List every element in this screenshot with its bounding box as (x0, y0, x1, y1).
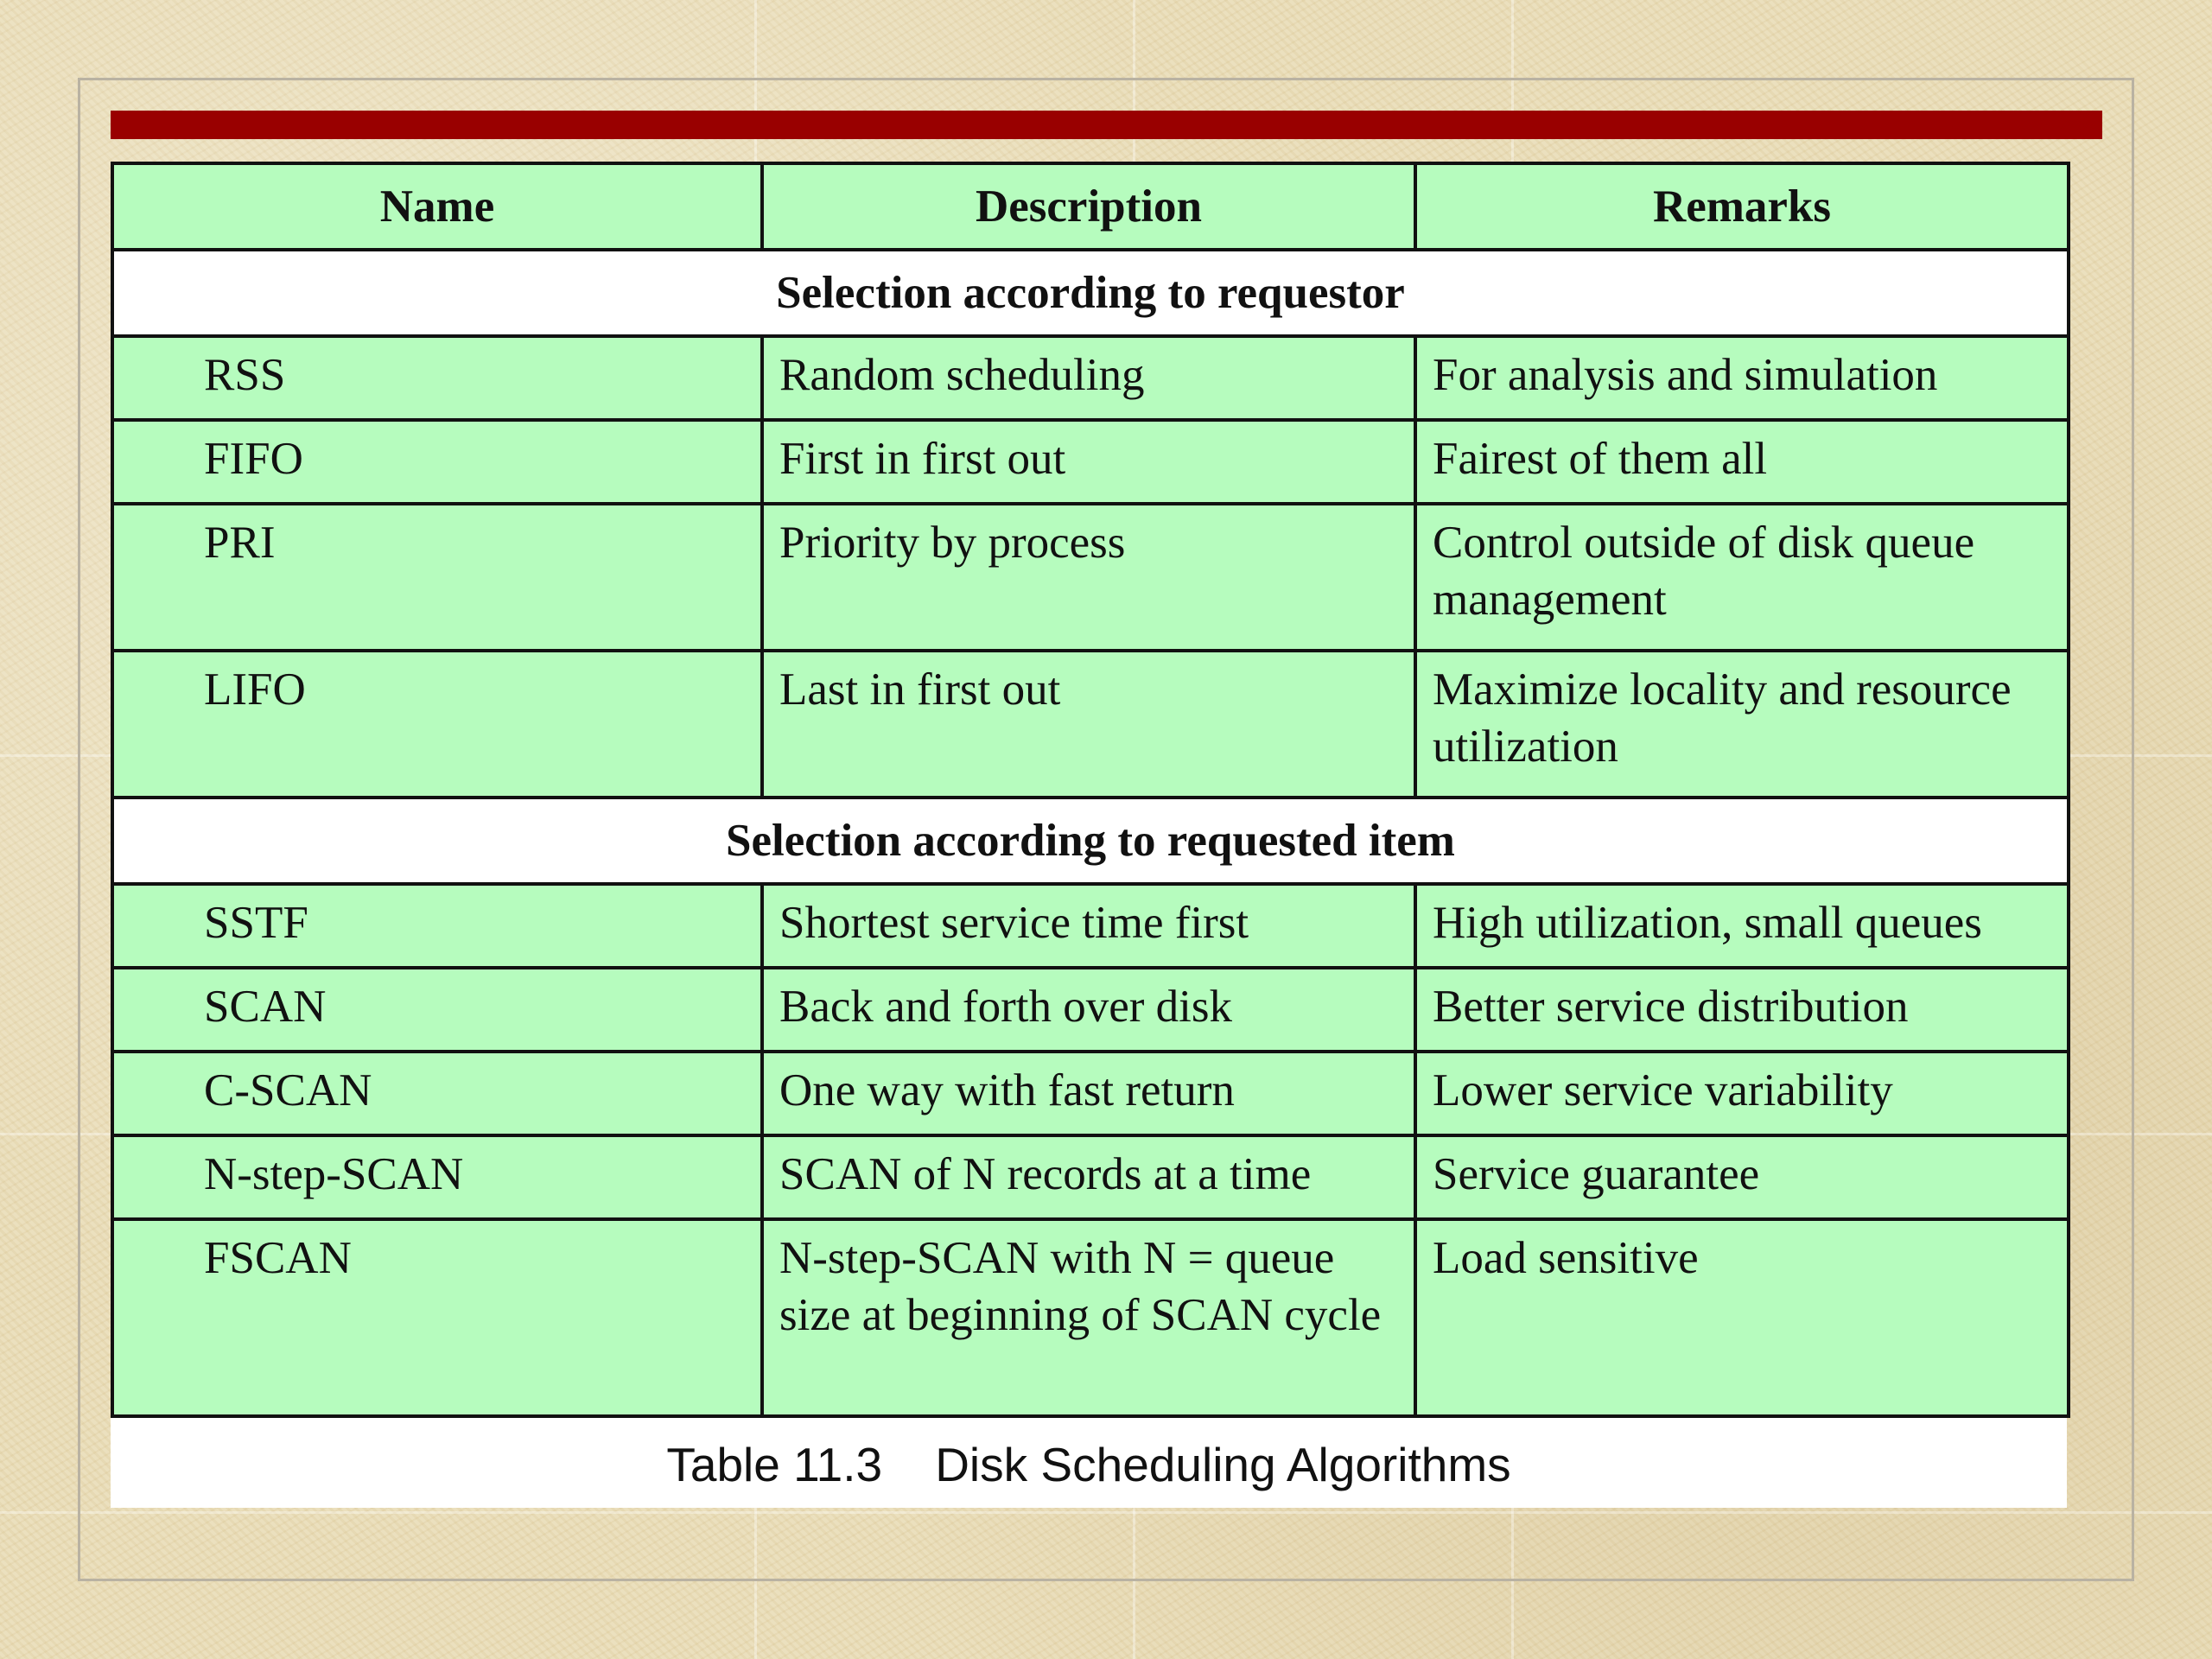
table-row (112, 884, 2069, 968)
title-accent-bar (111, 111, 2102, 139)
algorithm-description: Back and forth over disk (762, 968, 1415, 1052)
algorithm-description: First in first out (762, 420, 1415, 504)
algorithm-name: FSCAN (112, 1219, 762, 1416)
table-row (112, 968, 2069, 1052)
algorithm-remarks: Load sensitive (1415, 1219, 2069, 1416)
algorithm-name: FIFO (112, 420, 762, 504)
algorithm-remarks: Lower service variability (1415, 1052, 2069, 1135)
algorithm-remarks: Fairest of them all (1415, 420, 2069, 504)
section-row-requested-item (112, 798, 2069, 884)
header-row (112, 163, 2069, 250)
table-row (112, 1219, 2069, 1416)
algorithm-remarks: Control outside of disk queue management (1415, 504, 2069, 651)
algorithm-description: Priority by process (762, 504, 1415, 651)
section-title: Selection according to requested item (112, 798, 2069, 884)
table-row (112, 420, 2069, 504)
algorithm-remarks: Maximize locality and resource utilization (1415, 651, 2069, 798)
algorithm-remarks: For analysis and simulation (1415, 336, 2069, 420)
algorithm-remarks: Better service distribution (1415, 968, 2069, 1052)
algorithm-description: One way with fast return (762, 1052, 1415, 1135)
algorithm-description: N-step-SCAN with N = queue size at beginning of SCAN cycle (762, 1219, 1415, 1416)
header-description: Description (762, 163, 1415, 250)
section-title: Selection according to requestor (112, 250, 2069, 336)
algorithm-name: SSTF (112, 884, 762, 968)
header-name: Name (112, 163, 762, 250)
table-row (112, 651, 2069, 798)
header-remarks: Remarks (1415, 163, 2069, 250)
table-row (112, 336, 2069, 420)
algorithm-name: SCAN (112, 968, 762, 1052)
algorithm-name: LIFO (112, 651, 762, 798)
algorithm-remarks: High utilization, small queues (1415, 884, 2069, 968)
section-row-requestor (112, 250, 2069, 336)
algorithm-name: PRI (112, 504, 762, 651)
algorithm-description: Random scheduling (762, 336, 1415, 420)
table-row (112, 504, 2069, 651)
disk-scheduling-table (111, 162, 2070, 1418)
algorithm-name: RSS (112, 336, 762, 420)
table-caption: Table 11.3 Disk Scheduling Algorithms (666, 1438, 1511, 1491)
algorithm-description: SCAN of N records at a time (762, 1135, 1415, 1219)
algorithm-description: Last in first out (762, 651, 1415, 798)
algorithm-name: N-step-SCAN (112, 1135, 762, 1219)
table-row (112, 1135, 2069, 1219)
algorithm-name: C-SCAN (112, 1052, 762, 1135)
table-row (112, 1052, 2069, 1135)
algorithm-description: Shortest service time first (762, 884, 1415, 968)
algorithm-remarks: Service guarantee (1415, 1135, 2069, 1219)
